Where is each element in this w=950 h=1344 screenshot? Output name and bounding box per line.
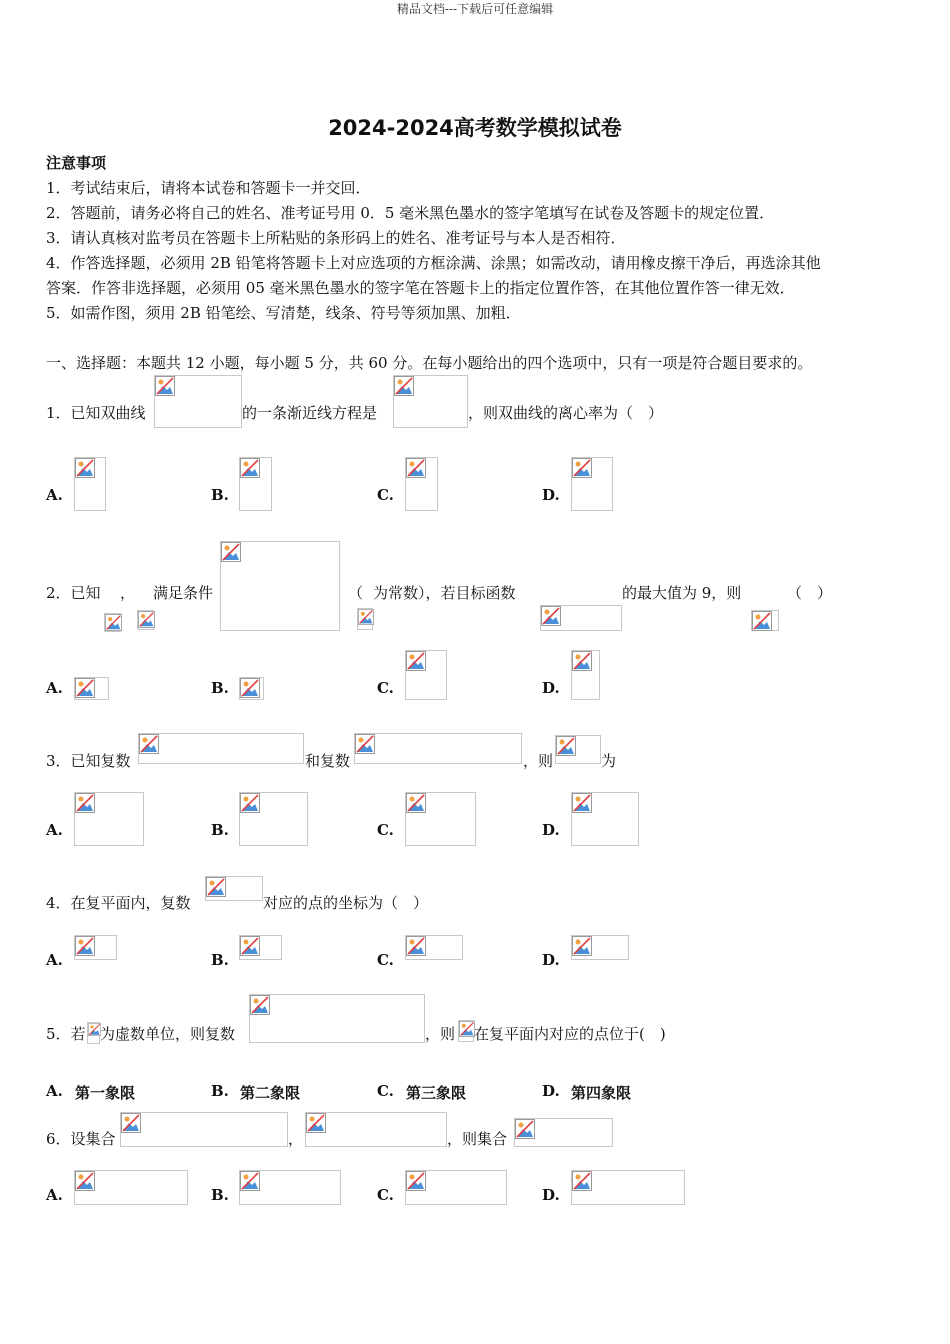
question-3-text: 为 [601,752,617,770]
question-6-text: ，则集合 [447,1130,508,1148]
option-image [239,792,308,846]
option-image [571,935,629,960]
option-label-a: A. [46,486,63,504]
option-label-d: D. [542,679,560,697]
broken-image-icon [139,734,159,754]
question-1-text: 的一条渐近线方程是 [242,404,378,422]
option-label-b: B. [211,951,229,969]
option-label-a: A. [46,951,63,969]
option-text: 第三象限 [406,1084,467,1102]
question-3-text: 和复数 [305,752,351,770]
question-4-text: 对应的点的坐标为（ ） [263,894,429,912]
broken-image-icon [206,877,226,897]
note-item: 1．考试结束后，请将本试卷和答题卡一并交回． [46,179,371,197]
formula-image [220,541,340,631]
question-5-text: 5．若 [46,1025,86,1043]
question-6-text: 6．设集合 [46,1130,116,1148]
formula-image [514,1118,613,1147]
option-image [405,935,463,960]
broken-image-icon [572,936,592,956]
page-title: 2024-2024高考数学模拟试卷 [328,116,622,140]
option-label-b: B. [211,679,229,697]
option-label-c: C. [377,679,394,697]
broken-image-icon [75,793,95,813]
broken-image-icon [240,793,260,813]
broken-image-icon [406,793,426,813]
option-image [405,457,438,511]
formula-image [154,375,242,428]
question-5-text: ，则 [425,1025,456,1043]
broken-image-icon [240,458,260,478]
note-item: 5．如需作图，须用 2B 铅笔绘、写清楚，线条、符号等须加黑、加粗． [46,304,521,322]
formula-image [205,876,263,901]
broken-image-icon [572,458,592,478]
broken-image-icon [240,1171,260,1191]
option-text: 第一象限 [75,1084,136,1102]
question-5-text: 为虚数单位，则复数 [100,1025,236,1043]
option-label-c: C. [377,1186,394,1204]
broken-image-icon [406,651,426,671]
option-text: 第二象限 [240,1084,301,1102]
option-label-d: D. [542,486,560,504]
broken-image-icon [75,458,95,478]
question-4-text: 4．在复平面内，复数 [46,894,191,912]
option-label-d: D. [542,1186,560,1204]
question-5-text: 在复平面内对应的点位于( ) [474,1025,666,1043]
broken-image-icon [541,606,561,626]
broken-image-icon [358,609,374,625]
broken-image-icon [572,793,592,813]
question-2-text: ， [120,584,136,602]
option-image [74,792,144,846]
broken-image-icon [406,1171,426,1191]
option-image [74,1170,188,1205]
broken-image-icon [459,1021,475,1037]
formula-image [555,735,601,764]
question-6-text: ， [288,1130,304,1148]
broken-image-icon [75,936,95,956]
note-item: 答案．作答非选择题，必须用 05 毫米黑色墨水的签字笔在答题卡上的指定位置作答，在其他位置作答一律无效． [46,279,795,297]
broken-image-icon [355,734,375,754]
option-image [74,935,117,960]
option-label-c: C. [377,1082,394,1100]
broken-image-icon [121,1113,141,1133]
option-label-d: D. [542,951,560,969]
question-2-text: 的最大值为 9，则 [622,584,742,602]
option-label-a: A. [46,821,63,839]
question-2-text: （ [348,584,364,602]
question-1-text: ，则双曲线的离心率为（ ） [468,404,664,422]
option-image [405,792,476,846]
broken-image-icon [240,678,260,698]
formula-image [138,733,304,764]
note-item: 3．请认真核对监考员在答题卡上所粘贴的条形码上的姓名、准考证号与本人是否相符． [46,229,626,247]
option-image [405,1170,507,1205]
broken-image-icon [155,376,175,396]
option-image [571,457,613,511]
broken-image-icon [138,611,155,628]
broken-image-icon [406,458,426,478]
section-heading: 一、选择题：本题共 12 小题，每小题 5 分，共 60 分。在每小题给出的四个选项中，只有一项是符合题目要求的。 [46,354,813,372]
formula-image [87,1022,100,1044]
broken-image-icon [394,376,414,396]
option-image [405,650,447,700]
question-2-text: （ ） [787,584,833,602]
option-image [239,1170,341,1205]
option-label-d: D. [542,821,560,839]
option-label-b: B. [211,1082,229,1100]
broken-image-icon [105,614,122,631]
page-header: 精品文档---下载后可任意编辑 [396,2,554,16]
option-label-c: C. [377,951,394,969]
question-2-text: 为常数），若目标函数 [373,584,516,602]
option-label-a: A. [46,1186,63,1204]
option-image [74,457,106,511]
broken-image-icon [556,736,576,756]
formula-image [458,1020,474,1042]
broken-image-icon [752,611,772,631]
broken-image-icon [250,995,270,1015]
broken-image-icon [572,1171,592,1191]
option-label-c: C. [377,821,394,839]
question-2-text: 满足条件 [153,584,214,602]
notes-heading: 注意事项 [46,154,107,172]
broken-image-icon [306,1113,326,1133]
option-image [74,677,109,700]
option-label-b: B. [211,1186,229,1204]
question-2-text: 2．已知 [46,584,101,602]
option-text: 第四象限 [571,1084,632,1102]
question-3-text: 3．已知复数 [46,752,131,770]
broken-image-icon [75,678,95,698]
note-item: 4．作答选择题，必须用 2B 铅笔将答题卡上对应选项的方框涂满、涂黑；如需改动，请用橡皮擦干净后，再选涂其他 [46,254,821,272]
note-item: 2．答题前，请务必将自己的姓名、准考证号用 0．5 毫米黑色墨水的签字笔填写在试卷及答题卡的规定位置． [46,204,775,222]
broken-image-icon [240,936,260,956]
option-image [239,935,282,960]
formula-image [305,1112,447,1147]
formula-image [137,610,154,630]
option-label-a: A. [46,1082,63,1100]
option-label-d: D. [542,1082,560,1100]
broken-image-icon [515,1119,535,1139]
formula-image [357,608,373,630]
option-label-a: A. [46,679,63,697]
option-image [239,677,264,700]
option-image [571,650,600,700]
option-image [239,457,272,511]
formula-image [249,994,425,1043]
option-label-b: B. [211,821,229,839]
broken-image-icon [572,651,592,671]
question-3-text: ，则 [523,752,554,770]
formula-image [540,605,622,631]
broken-image-icon [221,542,241,562]
formula-image [393,375,468,428]
broken-image-icon [75,1171,95,1191]
formula-image [104,613,121,632]
question-1-text: 1．已知双曲线 [46,404,146,422]
option-label-b: B. [211,486,229,504]
option-image [571,1170,685,1205]
option-image [571,792,639,846]
broken-image-icon [406,936,426,956]
formula-image [120,1112,288,1147]
formula-image [354,733,522,764]
formula-image [751,610,779,631]
option-label-c: C. [377,486,394,504]
